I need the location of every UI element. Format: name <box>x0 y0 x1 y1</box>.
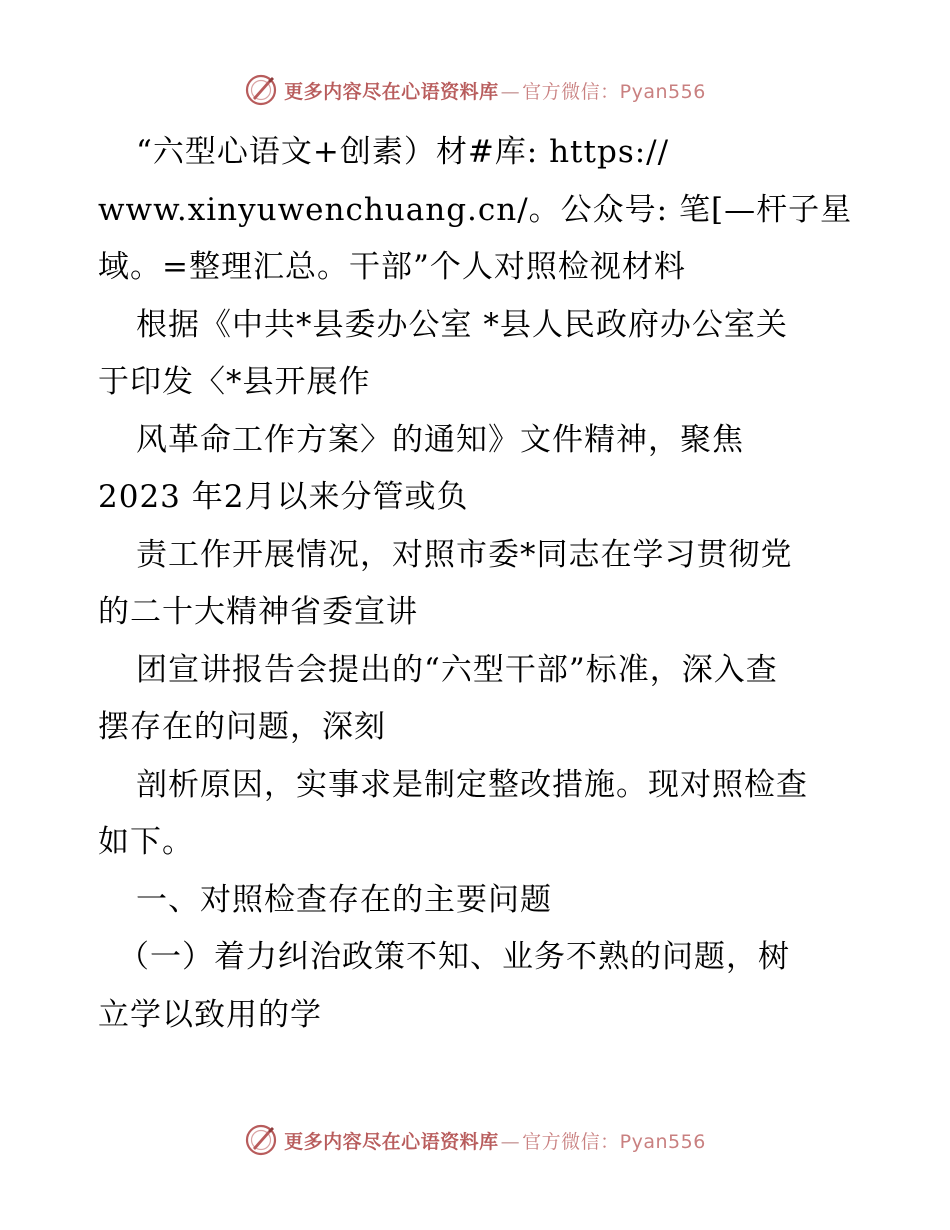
text-line: “六型心语文+创素）材#库: https:// <box>136 134 670 170</box>
text-line: 风革命工作方案〉的通知》文件精神，聚焦 <box>136 421 744 458</box>
watermark-separator: — <box>500 80 521 103</box>
watermark-main: 更多内容尽在心语资料库 <box>284 1130 499 1153</box>
watermark-main: 更多内容尽在心语资料库 <box>284 80 499 103</box>
text-line: 域。=整理汇总。干部”个人对照检视材料 <box>98 249 686 285</box>
footer-watermark <box>0 1120 950 1160</box>
text-line: 摆存在的问题，深刻 <box>98 709 386 745</box>
watermark-text <box>284 1127 706 1154</box>
text-line: www.xinyuwenchuang.cn/。公众号: 笔[—杆子星 <box>98 191 853 228</box>
text-line: 根据《中共*县委办公室 *县人民政府办公室关 <box>136 306 788 343</box>
watermark-contact: 官方微信：Pyan556 <box>522 80 706 103</box>
section-heading: 一、对照检查存在的主要问题 <box>136 881 552 918</box>
subsection-heading: （一）着力纠治政策不知、业务不熟的问题，树 <box>118 939 790 975</box>
document-body <box>98 124 858 1044</box>
text-line: 剖析原因，实事求是制定整改措施。现对照检查 <box>136 766 808 803</box>
text-line: 的二十大精神省委宣讲 <box>98 594 418 630</box>
watermark-separator: — <box>500 1130 521 1153</box>
text-line: 责工作开展情况，对照市委*同志在学习贯彻党 <box>136 536 793 573</box>
text-line: 如下。 <box>98 824 194 860</box>
quill-seal-icon <box>244 73 278 107</box>
quill-seal-icon <box>244 1123 278 1157</box>
watermark-text <box>284 77 706 104</box>
text-line: 2023 年2月以来分管或负 <box>98 479 469 515</box>
text-line: 于印发〈*县开展作 <box>98 364 371 400</box>
text-line: 立学以致用的学 <box>98 996 322 1033</box>
watermark-contact: 官方微信：Pyan556 <box>522 1130 706 1153</box>
header-watermark <box>0 70 950 110</box>
text-line: 团宣讲报告会提出的“六型干部”标准，深入查 <box>136 651 778 688</box>
